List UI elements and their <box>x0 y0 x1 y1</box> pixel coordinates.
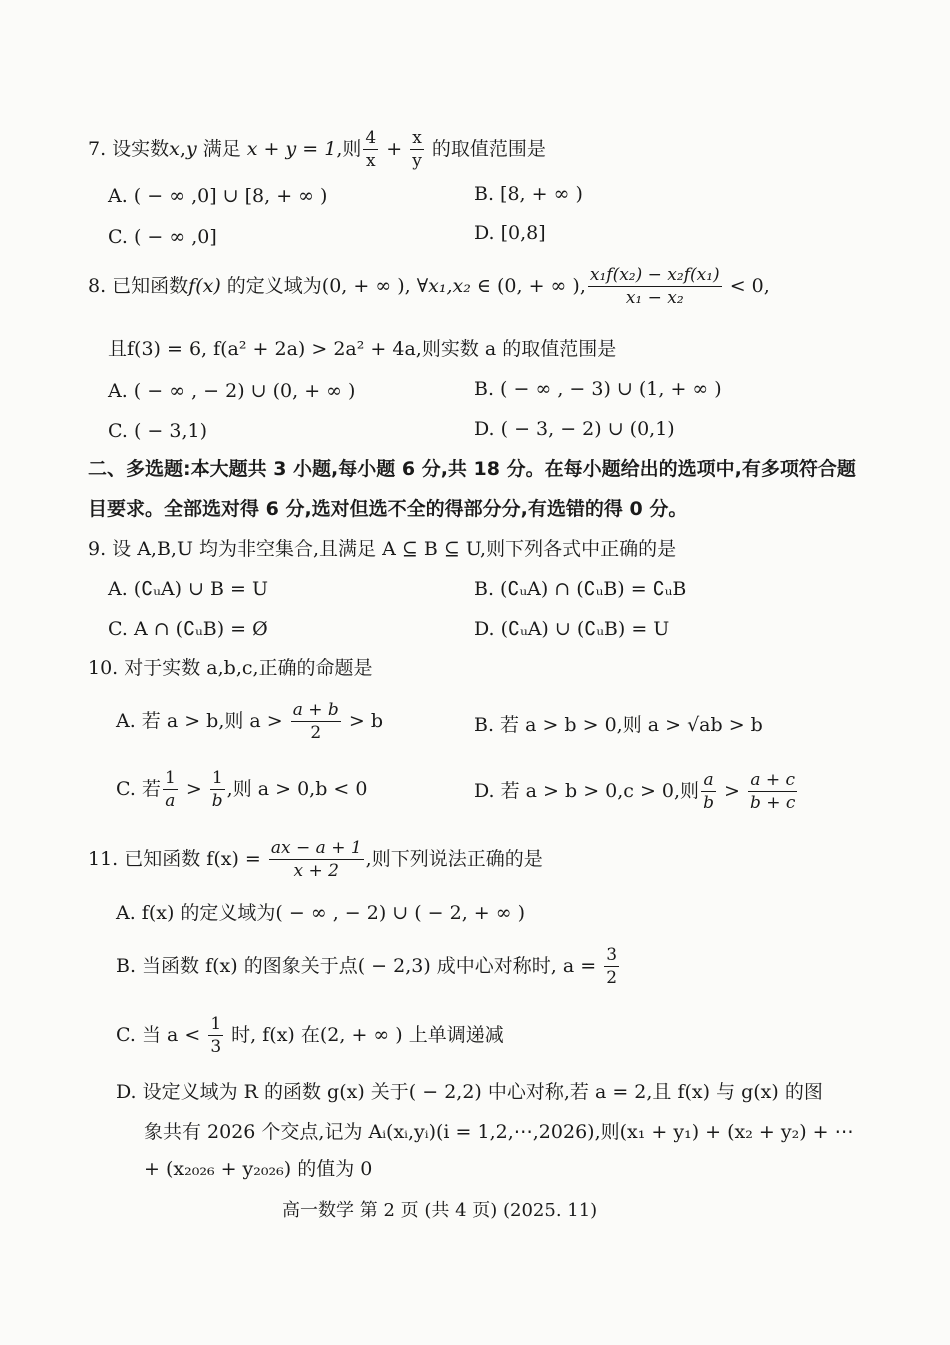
q10-c-frac1 <box>163 768 178 812</box>
q7-stem-text: 7. 设实数 <box>88 137 170 160</box>
q11-stem-frac <box>269 838 364 882</box>
q11-option-d-line3: + (x₂₀₂₆ + y₂₀₂₆) 的值为 0 <box>144 1158 373 1180</box>
q8-in: ∈ (0, + ∞ ), <box>470 274 586 297</box>
q7-then: ,则 <box>336 137 362 160</box>
q9-option-d: D. (∁ᵤA) ∪ (∁ᵤB) = U <box>474 618 670 640</box>
q8-func: f(x) <box>188 274 221 297</box>
q10-a-pre: A. 若 a > b,则 a > <box>116 709 289 732</box>
q8-option-c: C. ( − 3,1) <box>108 420 207 442</box>
q7-condition: x + y = 1 <box>246 137 337 160</box>
q7-option-c: C. ( − ∞ ,0] <box>108 226 217 248</box>
q8-stem <box>88 265 770 309</box>
q11-b-pre: B. 当函数 f(x) 的图象关于点( − 2,3) 成中心对称时, a = <box>116 954 603 977</box>
q10-c-n1: 1 <box>163 768 178 790</box>
page-footer: 高一数学 第 2 页 (共 4 页) (2025. 11) <box>282 1200 598 1221</box>
q10-c-frac2 <box>210 768 225 812</box>
q10-option-c <box>116 768 367 812</box>
q11-b-num: 3 <box>604 945 619 967</box>
q7-frac1 <box>363 128 378 172</box>
q10-c-n2: 1 <box>210 768 225 790</box>
q11-option-c <box>116 1014 504 1058</box>
q7-option-b: B. [8, + ∞ ) <box>474 183 583 205</box>
q7-satisfy: 满足 <box>196 137 247 160</box>
section2-heading-line2: 目要求。全部选对得 6 分,选对但选不全的得部分分,有选错的得 0 分。 <box>88 498 688 520</box>
q11-stem-post: ,则下列说法正确的是 <box>365 847 543 870</box>
q10-option-b: B. 若 a > b > 0,则 a > √ab > b <box>474 714 763 736</box>
q11-stem-num: ax − a + 1 <box>269 838 364 860</box>
q7-frac2-den: y <box>412 151 422 172</box>
q8-domain: 的定义域为(0, + ∞ ), ∀ <box>220 274 429 297</box>
q10-a-den: 2 <box>310 723 322 744</box>
q11-c-post: 时, f(x) 在(2, + ∞ ) 上单调递减 <box>225 1023 504 1046</box>
q8-frac <box>588 265 722 309</box>
q8-option-a: A. ( − ∞ , − 2) ∪ (0, + ∞ ) <box>108 380 356 402</box>
q11-c-pre: C. 当 a < <box>116 1023 207 1046</box>
q8-option-b: B. ( − ∞ , − 3) ∪ (1, + ∞ ) <box>474 378 722 400</box>
q11-stem-pre: 11. 已知函数 f(x) = <box>88 847 267 870</box>
q10-c-post: ,则 a > 0,b < 0 <box>226 777 368 800</box>
q10-c-mid: > <box>179 777 208 800</box>
q7-option-d: D. [0,8] <box>474 222 546 244</box>
q11-b-frac <box>604 945 619 989</box>
q8-lt-zero: < 0, <box>723 274 770 297</box>
q8-line2: 且f(3) = 6, f(a² + 2a) > 2a² + 4a,则实数 a 的取值范围是 <box>108 338 617 360</box>
section2-heading-line1: 二、多选题:本大题共 3 小题,每小题 6 分,共 18 分。在每小题给出的选项中,有多项符合题 <box>88 458 856 480</box>
q10-d-pre: D. 若 a > b > 0,c > 0,则 <box>474 779 700 802</box>
q8-option-d: D. ( − 3, − 2) ∪ (0,1) <box>474 418 675 440</box>
q9-option-c: C. A ∩ (∁ᵤB) = Ø <box>108 618 268 640</box>
q9-stem: 9. 设 A,B,U 均为非空集合,且满足 A ⊆ B ⊆ U,则下列各式中正确的是 <box>88 538 677 560</box>
q7-range-text: 的取值范围是 <box>425 137 546 160</box>
q8-frac-num: x₁f(x₂) − x₂f(x₁) <box>588 265 722 287</box>
q8-stem-text: 8. 已知函数 <box>88 274 189 297</box>
q10-c-d1: a <box>165 791 176 812</box>
q10-a-post: > b <box>342 709 383 732</box>
q10-c-d2: b <box>211 791 223 812</box>
q7-option-a: A. ( − ∞ ,0] ∪ [8, + ∞ ) <box>108 185 328 207</box>
q11-b-den: 2 <box>606 968 618 989</box>
q10-d-frac1 <box>701 770 716 814</box>
q10-d-d1: b <box>703 793 714 814</box>
q10-d-d2: b + c <box>749 793 796 814</box>
q7-var-x: x <box>169 137 180 160</box>
q10-stem: 10. 对于实数 a,b,c,正确的命题是 <box>88 657 373 679</box>
q10-d-frac2 <box>748 770 797 814</box>
q7-comma: , <box>179 137 186 160</box>
q7-frac1-num: 4 <box>363 128 378 150</box>
q11-c-num: 1 <box>208 1014 223 1036</box>
q10-c-pre: C. 若 <box>116 777 161 800</box>
q10-a-num: a + b <box>291 700 341 722</box>
q10-d-mid: > <box>717 779 746 802</box>
q10-d-n1: a <box>701 770 716 792</box>
q8-frac-den: x₁ − x₂ <box>625 288 684 309</box>
q11-option-a: A. f(x) 的定义域为( − ∞ , − 2) ∪ ( − 2, + ∞ ) <box>116 902 526 924</box>
q7-frac2 <box>410 128 424 172</box>
q11-option-d-line1: D. 设定义域为 R 的函数 g(x) 关于( − 2,2) 中心对称,若 a = 2,且 f(x) 与 g(x) 的图 <box>116 1081 823 1103</box>
q7-frac2-num: x <box>410 128 424 150</box>
q11-option-d-line2: 象共有 2026 个交点,记为 Aᵢ(xᵢ,yᵢ)(i = 1,2,⋯,2026),则(x₁ + y₁) + (x₂ + y₂) + ⋯ <box>144 1121 854 1143</box>
q9-option-b: B. (∁ᵤA) ∩ (∁ᵤB) = ∁ᵤB <box>474 578 687 600</box>
q10-d-n2: a + c <box>748 770 797 792</box>
q11-c-den: 3 <box>210 1037 222 1058</box>
q8-vars: x₁,x₂ <box>428 274 471 297</box>
q7-plus: + <box>380 137 409 160</box>
q10-a-frac <box>291 700 341 744</box>
q11-stem <box>88 838 543 882</box>
q11-option-b <box>116 945 621 989</box>
q7-frac1-den: x <box>365 151 376 172</box>
q10-option-d <box>474 770 799 814</box>
q7-stem <box>88 128 546 172</box>
q10-option-a <box>116 700 383 744</box>
q7-var-y: y <box>185 137 197 160</box>
q9-option-a: A. (∁ᵤA) ∪ B = U <box>108 578 268 600</box>
q11-stem-den: x + 2 <box>293 861 339 882</box>
q11-c-frac <box>208 1014 223 1058</box>
